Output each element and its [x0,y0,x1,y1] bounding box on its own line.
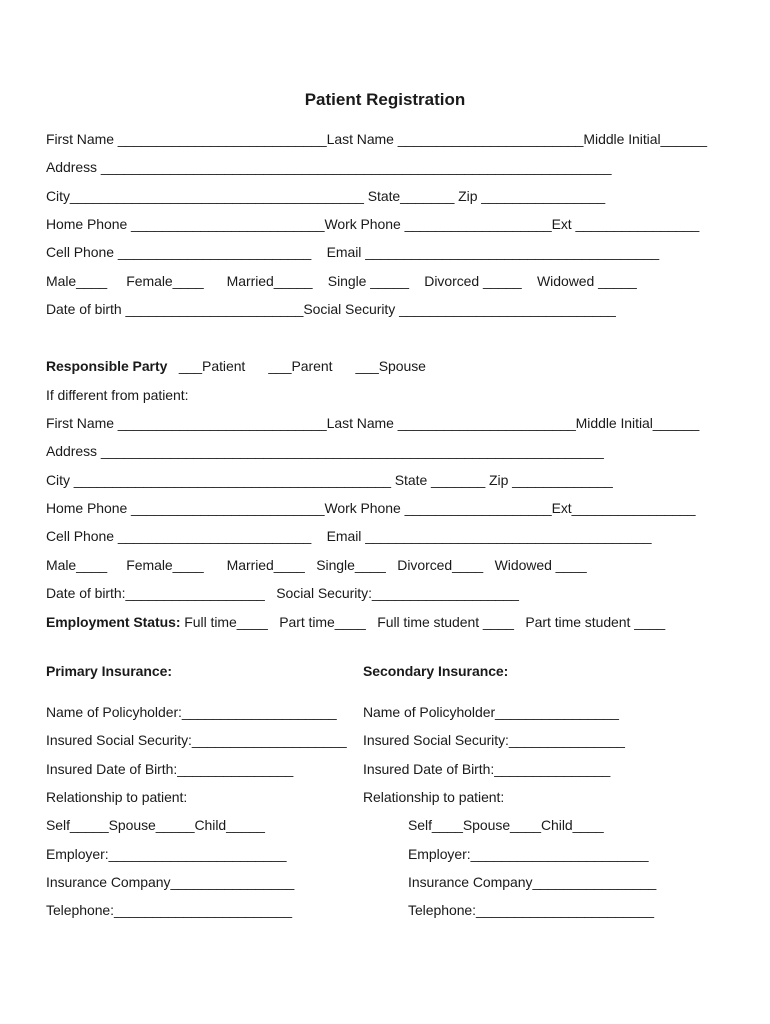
primary-ssn-field[interactable]: Insured Social Security:____________________ [46,732,347,748]
primary-insurance-heading: Primary Insurance: [46,663,172,679]
patient-city-line[interactable]: City______________________________________ State_______ Zip ________________ [46,188,606,204]
secondary-relationship-options[interactable]: Self____Spouse____Child____ [408,817,604,833]
responsible-party-row [46,357,426,375]
responsible-cell-email-line[interactable]: Cell Phone _________________________ Email _____________________________________ [46,528,652,544]
responsible-address-line[interactable]: Address _________________________________________________________________ [46,443,604,459]
responsible-phone-line[interactable]: Home Phone _________________________Work Phone ___________________Ext________________ [46,500,696,516]
secondary-ssn-field[interactable]: Insured Social Security:_______________ [363,732,625,748]
secondary-company-field[interactable]: Insurance Company________________ [408,874,657,890]
responsible-note: If different from patient: [46,387,189,403]
responsible-party-options[interactable]: ___Patient ___Parent ___Spouse [167,358,426,374]
patient-cell-email-line[interactable]: Cell Phone _________________________ Email ______________________________________ [46,244,660,260]
responsible-city-line[interactable]: City _________________________________________ State _______ Zip _____________ [46,472,613,488]
primary-company-field[interactable]: Insurance Company________________ [46,874,295,890]
secondary-relationship-label: Relationship to patient: [363,789,505,805]
responsible-dob-line[interactable]: Date of birth:__________________ Social Security:___________________ [46,585,519,601]
primary-telephone-field[interactable]: Telephone:_______________________ [46,902,292,918]
patient-name-line[interactable]: First Name ___________________________Last Name ________________________Middle Initial______ [46,131,707,147]
secondary-employer-field[interactable]: Employer:_______________________ [408,846,649,862]
secondary-policyholder-field[interactable]: Name of Policyholder________________ [363,704,619,720]
form-title: Patient Registration [304,90,466,109]
primary-employer-field[interactable]: Employer:_______________________ [46,846,287,862]
primary-dob-field[interactable]: Insured Date of Birth:_______________ [46,761,294,777]
employment-status-row [46,613,665,631]
responsible-status-line[interactable]: Male____ Female____ Married____ Single____ Divorced____ Widowed ____ [46,557,587,573]
responsible-party-heading: Responsible Party [46,358,168,374]
employment-status-options[interactable]: Full time____ Part time____ Full time student ____ Part time student ____ [180,614,666,630]
employment-status-label: Employment Status: [46,614,181,630]
primary-policyholder-field[interactable]: Name of Policyholder:____________________ [46,704,337,720]
responsible-name-line[interactable]: First Name ___________________________Last Name _______________________Middle Initial______ [46,415,700,431]
patient-address-line[interactable]: Address __________________________________________________________________ [46,159,612,175]
patient-phone-line[interactable]: Home Phone _________________________Work Phone ___________________Ext ________________ [46,216,700,232]
secondary-dob-field[interactable]: Insured Date of Birth:_______________ [363,761,611,777]
patient-dob-line[interactable]: Date of birth _______________________Social Security ____________________________ [46,301,616,317]
secondary-insurance-heading: Secondary Insurance: [363,663,509,679]
primary-relationship-options[interactable]: Self_____Spouse_____Child_____ [46,817,265,833]
primary-relationship-label: Relationship to patient: [46,789,188,805]
patient-status-line[interactable]: Male____ Female____ Married_____ Single _____ Divorced _____ Widowed _____ [46,273,637,289]
secondary-telephone-field[interactable]: Telephone:_______________________ [408,902,654,918]
